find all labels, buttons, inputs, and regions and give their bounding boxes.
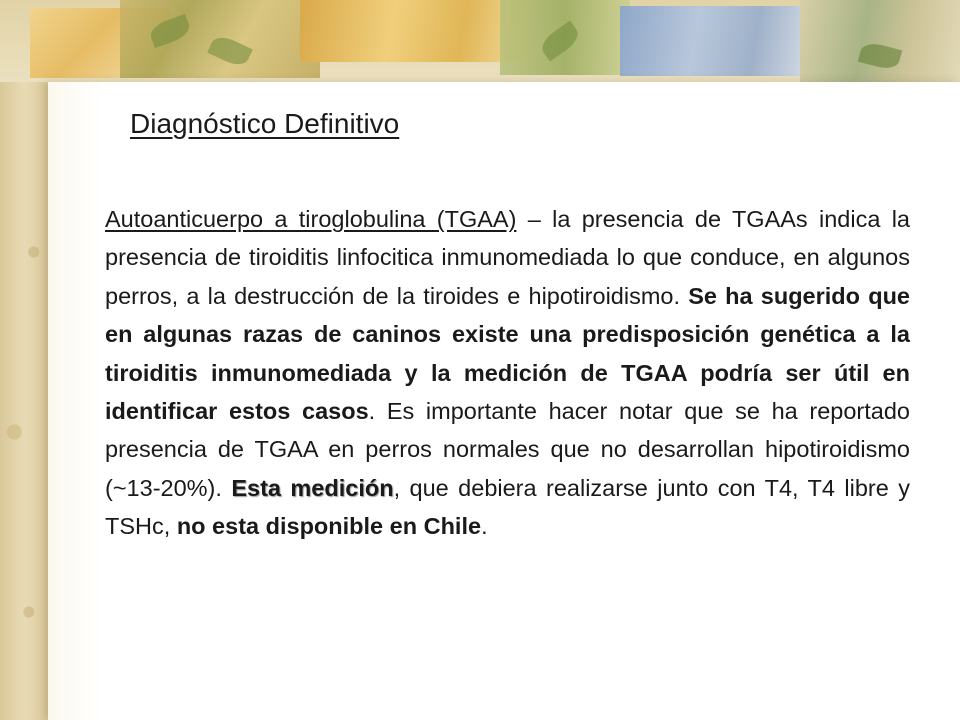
slide-content (48, 82, 960, 720)
body-text-2: . Es importante hacer notar que se ha reportado presencia de TGAA en perros normales que no desarrollan hipotiroidismo (~13-20%). (105, 398, 910, 501)
emphasis-esta-medicion: Esta medición (231, 474, 394, 501)
slide-body (105, 200, 910, 546)
bold-statement-1: Se ha sugerido que en algunas razas de caninos existe una predisposición genética a la tiroiditis inmunomediada y la medición de TGAA podría ser útil en identificar estos casos (105, 282, 910, 425)
banner-segment (620, 6, 810, 76)
body-text-4: . (481, 513, 488, 540)
slide-title: Diagnóstico Definitivo (130, 108, 400, 139)
parchment-border (0, 0, 48, 720)
term-tgaa: Autoanticuerpo a tiroglobulina (TGAA) (105, 206, 517, 232)
bold-statement-2: no esta disponible en Chile (176, 513, 482, 540)
body-text-1: – la presencia de TGAAs indica la presencia de tiroiditis linfocitica inmunomediada lo que conduce, en algunos perros, a la destrucción de la tiroides e hipotiroidismo. (105, 206, 910, 309)
banner-segment (300, 0, 530, 62)
banner-segment (800, 0, 960, 82)
body-text-3: , que debiera realizarse junto con T4, T4 libre y TSHc, (105, 474, 910, 540)
decorative-banner (0, 0, 960, 82)
